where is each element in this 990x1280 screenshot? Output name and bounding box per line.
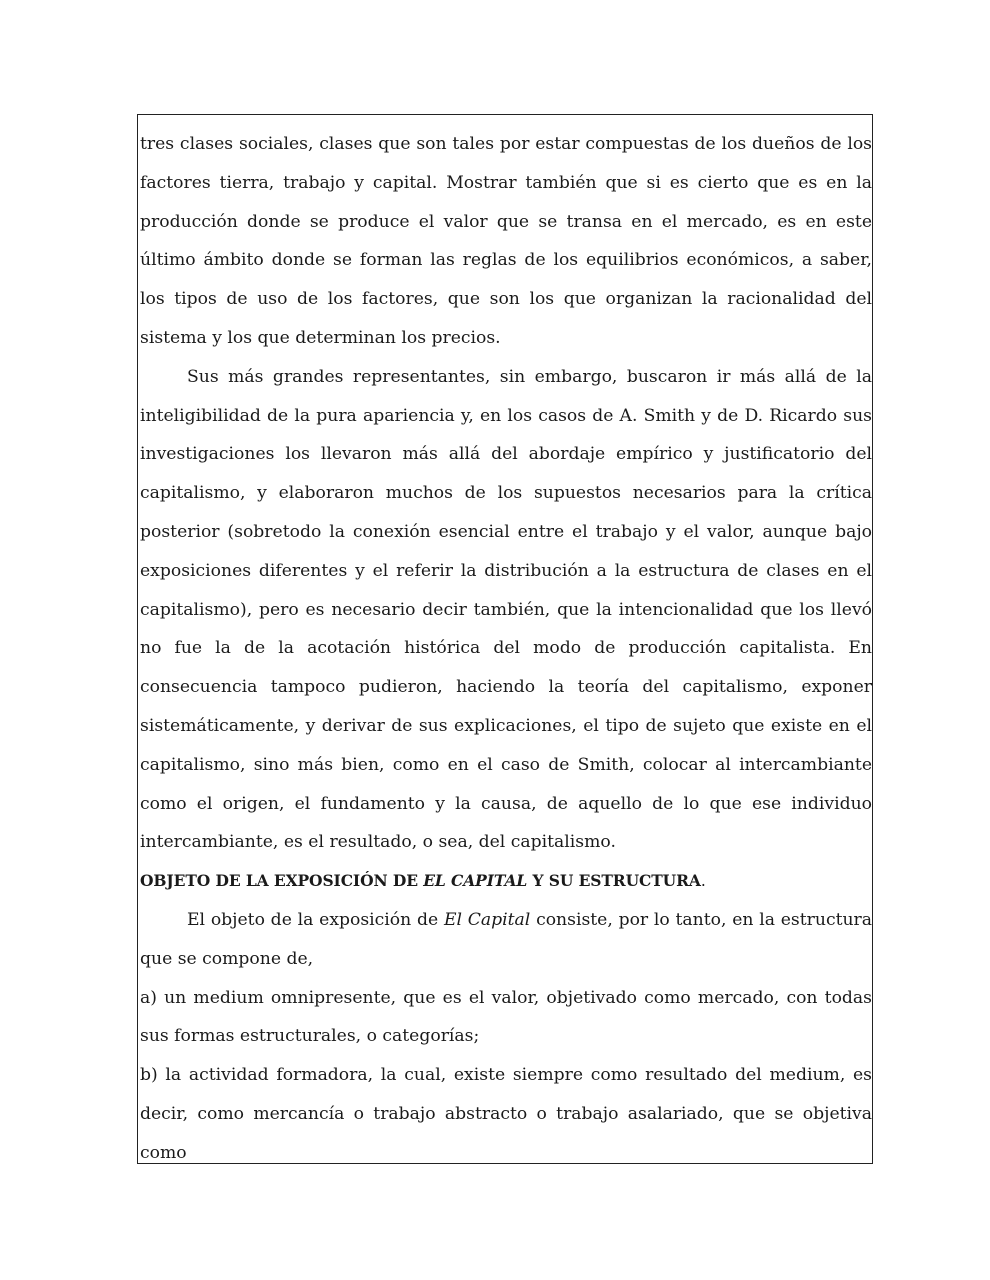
paragraph-1: tres clases sociales, clases que son tales por estar compuestas de los dueños de los factores tierra, trabajo y capital. Mostrar también que si es cierto que es en la producción donde se produce el valor que se transa en el mercado, es en este último ámbito donde se forman las reglas de los equilibrios económicos, a saber, los tipos de uso de los factores, que son los que organizan la racionalidad del sistema y los que determinan los precios. (140, 134, 872, 348)
list-item-b: b) la actividad formadora, la cual, existe siempre como resultado del medium, es decir, como mercancía o trabajo abstracto o trabajo asalariado, que se objetiva como (140, 1065, 872, 1163)
heading-title-italic: EL CAPITAL (423, 871, 528, 891)
heading-text-part2: Y SU ESTRUCTURA (527, 871, 701, 891)
section-heading (140, 862, 872, 901)
document-body (140, 125, 872, 1173)
heading-text-part1: OBJETO DE LA EXPOSICIÓN DE (140, 871, 424, 891)
paragraph-3-italic-title: El Capital (443, 909, 531, 930)
heading-period: . (700, 872, 706, 891)
paragraph-3-before: El objeto de la exposición de (187, 909, 444, 930)
list-item-a: a) un medium omnipresente, que es el valor, objetivado como mercado, con todas sus formas estructurales, o categorías; (140, 987, 872, 1047)
paragraph-3-after: consiste, por lo tanto, en la estructura que se compone de, (140, 909, 873, 969)
paragraph-3 (140, 901, 872, 979)
paragraph-2: Sus más grandes representantes, sin embargo, buscaron ir más allá de la inteligibilidad de la pura apariencia y, en los casos de A. Smith y de D. Ricardo sus investigaciones los llevaron más allá del abordaje empírico y justificatorio del capitalismo, y elaboraron muchos de los supuestos necesarios para la crítica posterior (sobretodo la conexión esencial entre el trabajo y el valor, aunque bajo exposiciones diferentes y el referir la distribución a la estructura de clases en el capitalismo), pero es necesario decir también, que la intencionalidad que los llevó no fue la de la acotación histórica del modo de producción capitalista. En consecuencia tampoco pudieron, haciendo la teoría del capitalismo, exponer sistemáticamente, y derivar de sus explicaciones, el tipo de sujeto que existe en el capitalismo, sino más bien, como en el caso de Smith, colocar al intercambiante como el origen, el fundamento y la causa, de aquello de lo que ese individuo intercambiante, es el resultado, o sea, del capitalismo. (140, 366, 872, 853)
